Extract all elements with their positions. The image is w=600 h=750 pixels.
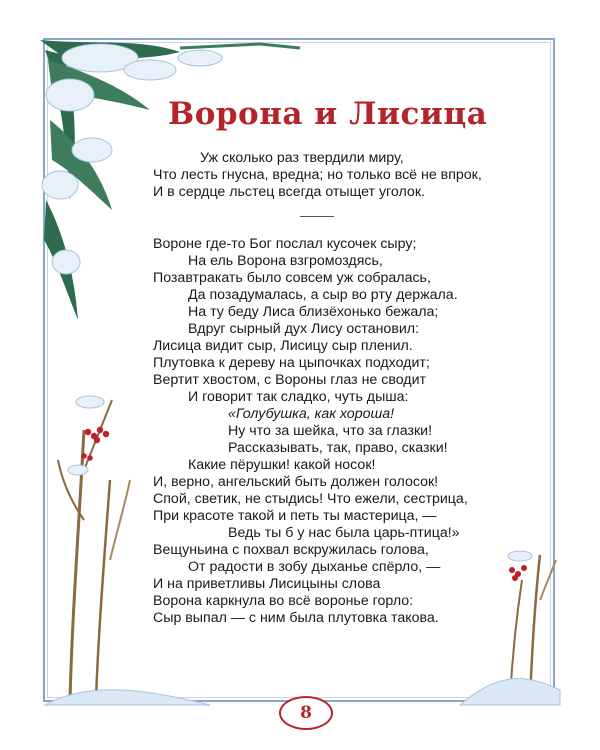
poem-line: На ель Ворона взгромоздясь,	[188, 253, 383, 269]
poem-line: От радости в зобу дыханье спёрло, —	[188, 559, 441, 575]
poem-line: На ту беду Лиса близёхонько бежала;	[188, 304, 439, 320]
epigraph-line: Что лесть гнусна, вредна; но только всё не впрок,	[153, 167, 482, 183]
page-number-badge	[279, 696, 333, 730]
poem-line: Позавтракать было совсем уж собралась,	[153, 270, 431, 286]
poem-title: Ворона и Лисица	[168, 96, 488, 132]
poem-line: Какие пёрушки! какой носок!	[188, 457, 376, 473]
section-divider	[300, 216, 334, 217]
poem-line: Сыр выпал — с ним была плутовка такова.	[153, 610, 439, 626]
poem-line: И, верно, ангельский быть должен голосок!	[153, 474, 439, 490]
epigraph-line: И в сердце льстец всегда отыщет уголок.	[153, 184, 425, 200]
poem-line: Спой, светик, не стыдись! Что ежели, сестрица,	[153, 491, 468, 507]
poem-line: Лисица видит сыр, Лисицу сыр пленил.	[153, 338, 413, 354]
poem-line: Вороне где-то Бог послал кусочек сыру;	[153, 236, 417, 252]
poem-line: Ворона каркнула во всё воронье горло:	[153, 593, 414, 609]
poem-line: «Голубушка, как хороша!	[228, 406, 395, 422]
poem-line: Да позадумалась, а сыр во рту держала.	[188, 287, 458, 303]
poem-line: Плутовка к дереву на цыпочках подходит;	[153, 355, 430, 371]
poem-line: Рассказывать, так, право, сказки!	[228, 440, 448, 456]
page-number: 8	[300, 703, 312, 723]
poem-line: Вертит хвостом, с Вороны глаз не сводит	[153, 372, 426, 388]
poem-line: И говорит так сладко, чуть дыша:	[188, 389, 409, 405]
poem-line: Вдруг сырный дух Лису остановил:	[188, 321, 419, 337]
poem-line: Ведь ты б у нас была царь-птица!»	[228, 525, 460, 541]
poem-line: И на приветливы Лисицыны слова	[153, 576, 381, 592]
poem-line: Вещуньина с похвал вскружилась голова,	[153, 542, 429, 558]
poem-line: При красоте такой и петь ты мастерица, —	[153, 508, 437, 524]
poem-line: Ну что за шейка, что за глазки!	[228, 423, 433, 439]
epigraph-line: Уж сколько раз твердили миру,	[200, 150, 404, 166]
